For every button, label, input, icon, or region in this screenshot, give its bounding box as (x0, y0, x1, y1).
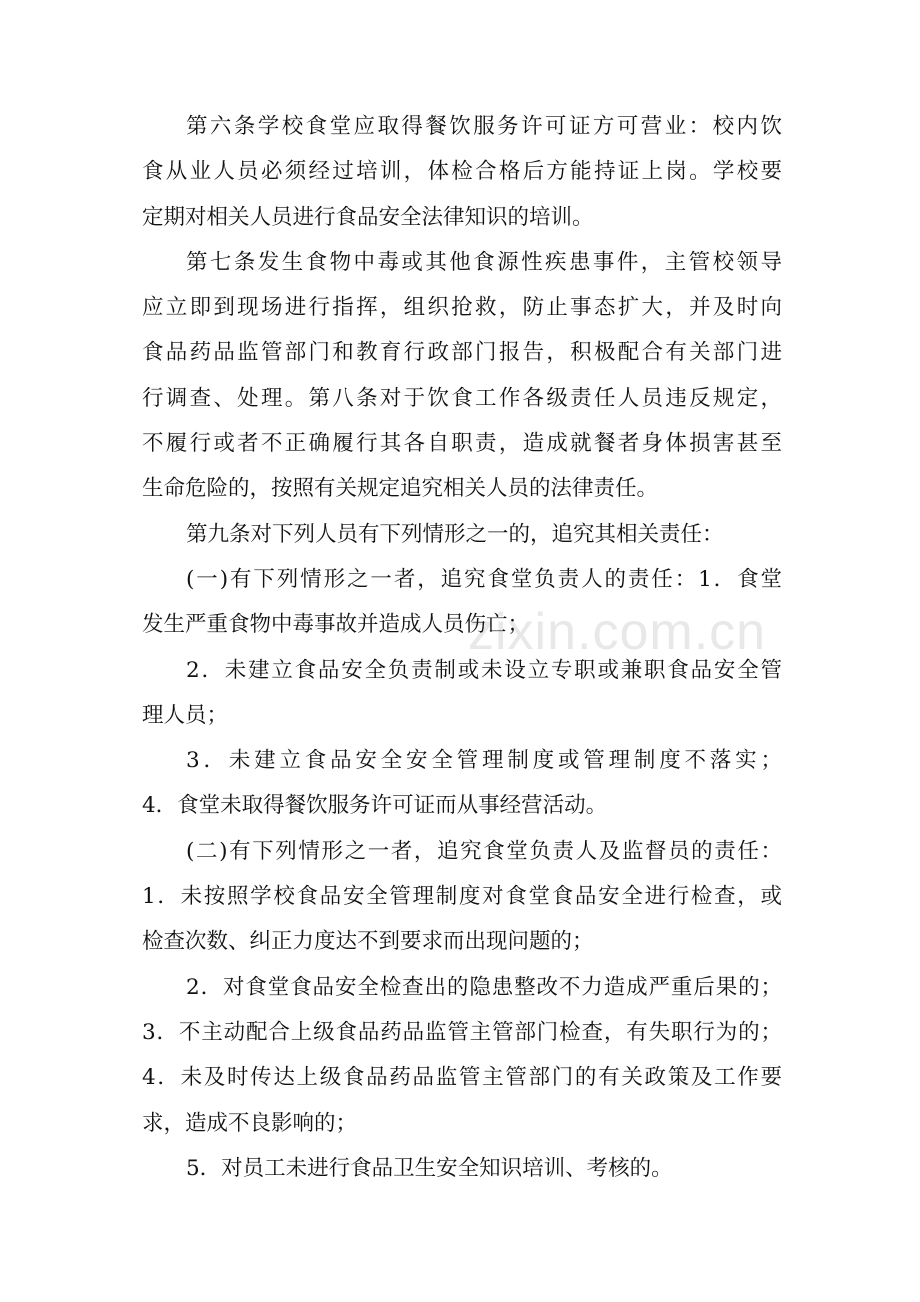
text-line: 定期对相关人员进行食品安全法律知识的培训。 (142, 204, 594, 230)
paragraph-article-9 (142, 512, 782, 557)
text-line: 4．食堂未取得餐饮服务许可证而从事经营活动。 (142, 793, 608, 819)
text-line: 求，造成不良影响的； (142, 1110, 358, 1136)
text-line: 行调查、处理。第八条对于饮食工作各级责任人员违反规定， (142, 385, 782, 411)
paragraph-item-2 (142, 648, 782, 739)
text-line: 检查次数、纠正力度达不到要求而出现问题的； (142, 929, 594, 955)
paragraph-item-3-4 (142, 738, 782, 829)
paragraph-article-7-8 (142, 240, 782, 512)
text-line: 3．不主动配合上级食品药品监管主管部门检查，有失职行为的； (142, 1019, 782, 1045)
text-line: (二)有下列情形之一者，追究食堂负责人及监督员的责任： (186, 838, 782, 864)
text-line: 4．未及时传达上级食品药品监管主管部门的有关政策及工作要 (142, 1065, 782, 1091)
text-line: 第六条学校食堂应取得餐饮服务许可证方可营业：校内饮 (186, 114, 782, 139)
document-body (142, 104, 782, 1191)
text-line: (一)有下列情形之一者，追究食堂负责人的责任：1．食堂 (186, 566, 782, 592)
text-line: 1．未按照学校食品安全管理制度对食堂食品安全进行检查，或 (142, 884, 782, 910)
paragraph-clause-2 (142, 829, 782, 965)
text-line: 第九条对下列人员有下列情形之一的，追究其相关责任： (186, 521, 724, 547)
text-line: 2．未建立食品安全负责制或未设立专职或兼职食品安全管 (186, 657, 782, 683)
text-line: 2．对食堂食品安全检查出的隐患整改不力造成严重后果的； (186, 974, 782, 1000)
paragraph-items-2-4 (142, 965, 782, 1146)
text-line: 食品药品监管部门和教育行政部门报告，积极配合有关部门进 (142, 340, 782, 366)
text-line: 食从业人员必须经过培训，体检合格后方能持证上岗。学校要 (142, 159, 782, 185)
text-line: 5．对员工未进行食品卫生安全知识培训、考核的。 (186, 1155, 673, 1181)
paragraph-item-5 (142, 1146, 782, 1191)
text-line: 生命危险的，按照有关规定追究相关人员的法律责任。 (142, 476, 659, 502)
text-line: 3．未建立食品安全安全管理制度或管理制度不落实； (186, 748, 782, 774)
paragraph-article-6 (142, 104, 782, 240)
text-line: 不履行或者不正确履行其各自职责，造成就餐者身体损害甚至 (142, 431, 782, 457)
paragraph-clause-1 (142, 557, 782, 648)
text-line: 第七条发生食物中毒或其他食源性疾患事件，主管校领导 (186, 249, 782, 275)
text-line: 理人员； (142, 702, 229, 728)
watermark: zixin.com.cn (468, 603, 767, 661)
text-line: 发生严重食物中毒事故并造成人员伤亡； (142, 612, 530, 638)
text-line: 应立即到现场进行指挥，组织抢救，防止事态扩大，并及时向 (142, 295, 782, 321)
